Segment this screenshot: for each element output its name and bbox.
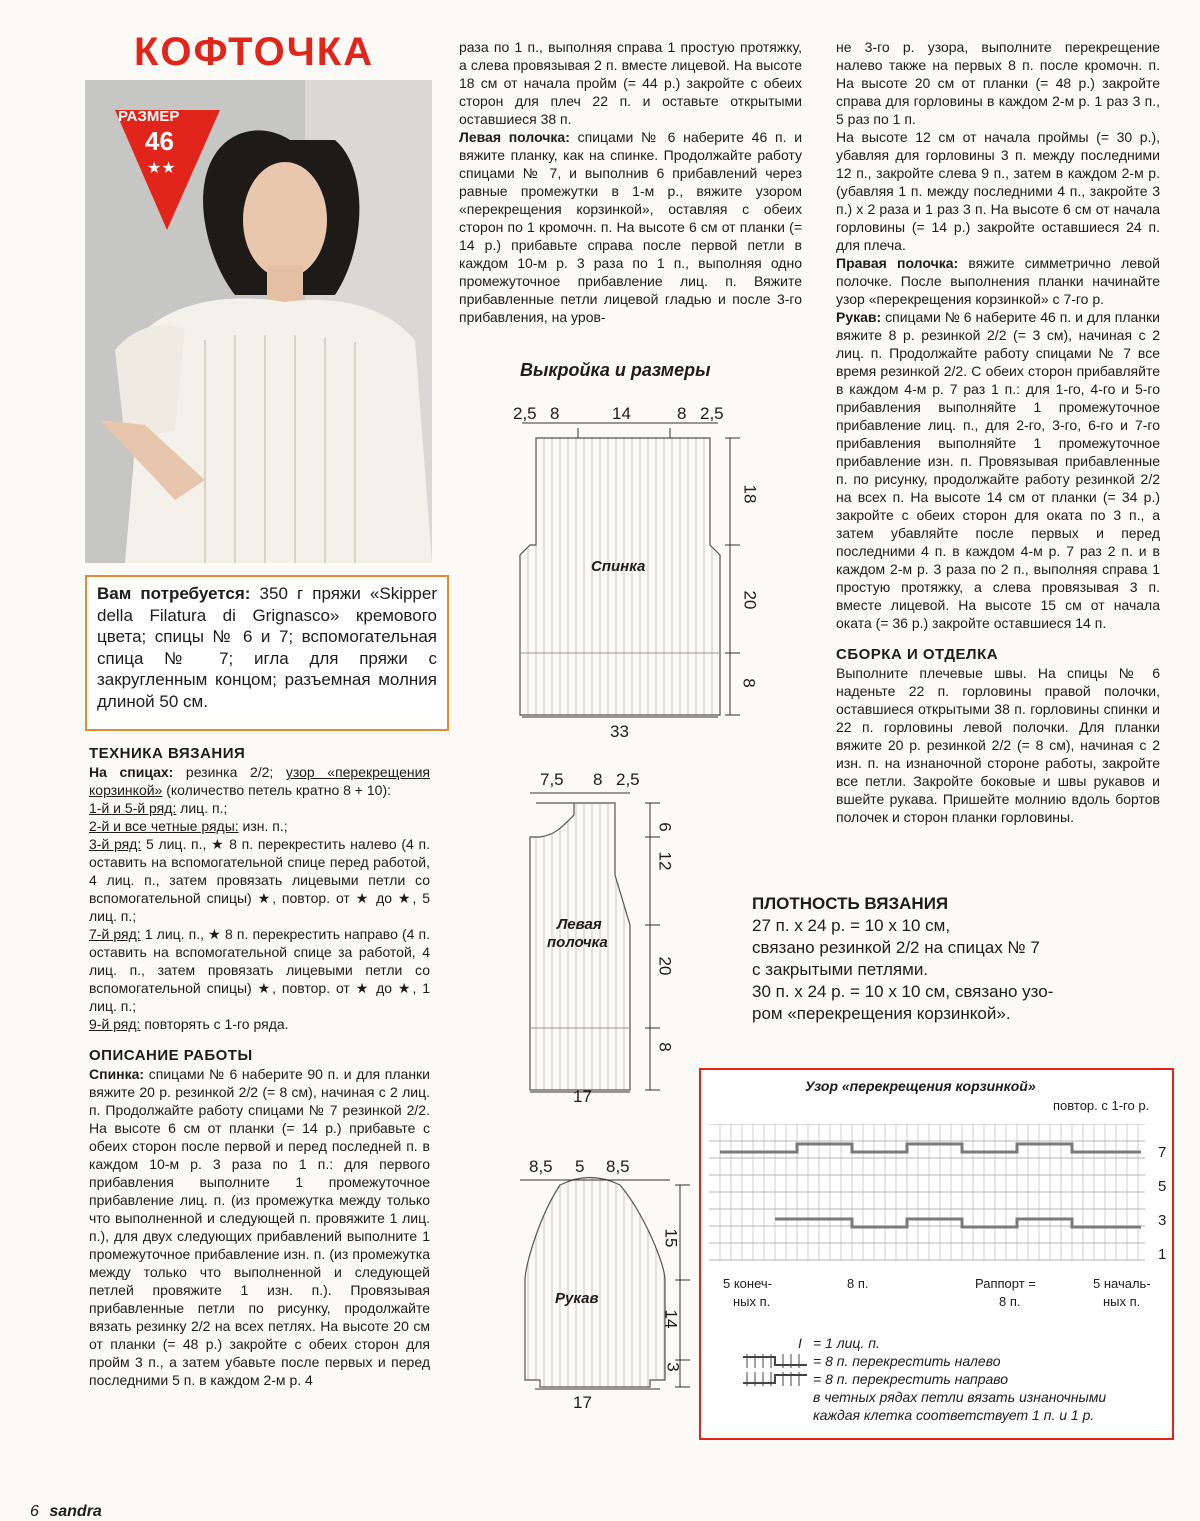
front-dim-top: 7,5 [540, 770, 564, 789]
row-label: 1-й и 5-й ряд: [89, 800, 177, 816]
front-label: Левая [557, 916, 602, 933]
legend-purl-rows: в четных рядах петли вязать изнаночными [813, 1389, 1107, 1405]
right-column-text [836, 38, 1160, 826]
front-dim-side: 6 [655, 822, 675, 832]
row-label: 2-й и все четные ряды: [89, 818, 239, 834]
legend-symbol-knit: I [798, 1335, 802, 1351]
sleeve-dim-top: 5 [575, 1157, 585, 1176]
sleeve-dim-side: 15 [661, 1228, 681, 1248]
front-label: полочка [547, 934, 608, 951]
sleeve-text: спицами № 6 наберите 46 п. и для планки вяжите 8 р. резинкой 2/2 (= 3 см), начиная с 2 лиц. п. Продолжайте работу спицами № 7 все время резинкой 2/2. С обеих сторон прибавляйте в каждом 4-м р. 7 раз 1 п.: для 1-го, 4-го и 5-го прибавления выполняйте 1 промежуточное прибавление лиц. п., для 2-го, 3-го, 6-го и 7-го прибавления выполняйте 1 промежуточное прибавление изн. п. Провязывая прибавленные п. по рисунку, продолжайте работу резинкой 2/2 на всех п. На высоте 14 см от планки (= 34 р.) закройте с обеих сторон для оката по 3 п., а затем убавляйте после первых и перед последними 4 п. в каждом 4-м р. 7 раз 2 п. и в каждом 2-м р. 3 раза по 2 п., выполняя справа 1 простую протяжку, а слева провязывая 3 п. вместе лицевой. На высоте 15 см от начала оката (= 36 р.) закройте оставшиеся 14 п. [836, 309, 1160, 631]
page-number: 6 [30, 1503, 39, 1520]
row-label: 9-й ряд: [89, 1016, 141, 1032]
sleeve-label: Рукав [555, 1290, 599, 1307]
front-dim-side: 8 [655, 1042, 675, 1052]
page-footer [30, 1503, 102, 1521]
size-badge-value: 46 [145, 126, 174, 156]
chart-caption: 5 началь- [1093, 1276, 1151, 1291]
technique-line [89, 1015, 430, 1033]
materials-heading: Вам потребуется: [97, 584, 251, 603]
technique-line [89, 799, 430, 817]
photo-illustration [85, 80, 432, 563]
pattern-repeat-note: повтор. с 1-го р. [1053, 1098, 1150, 1113]
back-dim-side: 8 [739, 678, 759, 688]
chart-caption: ных п. [733, 1294, 771, 1309]
chart-caption: ных п. [1103, 1294, 1141, 1309]
back-dim-top: 8 [677, 404, 687, 423]
assembly-heading: СБОРКА И ОТДЕЛКА [836, 646, 999, 663]
back-dim-top: 14 [612, 404, 631, 423]
magazine-brand: sandra [49, 1503, 102, 1520]
technique-text: резинка 2/2; [173, 764, 286, 780]
back-dim-bottom: 33 [610, 722, 629, 741]
technique-line [89, 763, 430, 799]
gauge-heading: ПЛОТНОСТЬ ВЯЗАНИЯ [752, 894, 949, 913]
pattern-heading: Узор «перекрещения корзинкой» [805, 1078, 1036, 1094]
materials-box [85, 575, 449, 731]
chart-caption: Раппорт = [975, 1276, 1036, 1291]
chart-caption: 8 п. [999, 1294, 1021, 1309]
technique-term: узор «перекрещения корзинкой» [89, 764, 430, 798]
sleeve-piece [520, 1178, 690, 1390]
gauge-line: ром «перекрещения корзинкой». [752, 1004, 1011, 1023]
left-front-paragraph [459, 128, 802, 326]
back-label: Спинка: [89, 1066, 145, 1082]
front-dim-top: 2,5 [616, 770, 640, 789]
left-front-text: спицами № 6 наберите 46 п. и вяжите планку, как на спинке. Продолжайте работу спицами № 7, и выполнив 6 прибавлений через равные промежутки в 1-м р., вяжите узором «перекрещения корзинкой», оставляя с обеих сторон по 1 кромочн. п. На высоте 6 см от планки (= 14 р.) прибавьте справа после первой петли в каждом 10-м р. 3 раза по 1 п., выполняя одно промежуточное прибавление лиц. п. Вяжите прибавленные петли лицевой гладью и после 3-го прибавления, на уров- [459, 129, 803, 325]
sleeve-dim-top: 8,5 [529, 1157, 553, 1176]
front-dim-bottom: 17 [573, 1087, 592, 1106]
left-front-label: Левая полочка: [459, 129, 570, 145]
row-text: повторять с 1-го ряда. [140, 1016, 289, 1032]
technique-term: На спицах: [89, 764, 174, 780]
gauge-line: с закрытыми петлями. [752, 960, 929, 979]
schema-heading: Выкройка и размеры [520, 360, 711, 380]
cross-left-symbol [743, 1354, 807, 1368]
technique-text: (количество петель кратно 8 + 10): [162, 782, 391, 798]
sleeve-dim-side: 3 [663, 1362, 683, 1372]
cross-right-symbol [743, 1372, 807, 1386]
technique-heading: ТЕХНИКА ВЯЗАНИЯ [89, 745, 246, 762]
size-badge-label: РАЗМЕР [118, 108, 180, 125]
legend-cell: каждая клетка соответствует 1 п. и 1 р. [813, 1407, 1095, 1423]
right-front-paragraph [836, 254, 1160, 308]
page-title: КОФТОЧКА [134, 30, 375, 74]
back-dim-top: 2,5 [700, 404, 724, 423]
materials-text: 350 г пряжи «Skipper della Filatura di Grignasco» кремового цвета; спицы № 6 и 7; вспомогательная спица № 7; игла для пряжи с закругленным концом; разъемная молния длиной 50 см. [97, 584, 437, 711]
back-paragraph [89, 1065, 430, 1389]
pattern-grid [709, 1124, 1149, 1264]
row-text: 1 лиц. п., ★ 8 п. перекрестить направо (4 п. оставить на вспомогательной спице за работой, 4 лиц. п., затем провязать лицевыми петли со вспомогательной спицы) ★, повтор. от ★ до ★, 1 лиц. п.; [89, 926, 430, 1014]
row-label: 7-й ряд: [89, 926, 141, 942]
row-text: 5 лиц. п., ★ 8 п. перекрестить налево (4 п. оставить на вспомогательной спице перед работой, 4 лиц. п., затем провязать лицевыми петли со вспомогательной спицы) ★, повтор. от ★ до ★, 5 лиц. п.; [89, 836, 430, 924]
front-dim-top: 8 [593, 770, 603, 789]
sleeve-text-label: Рукав: [836, 309, 882, 325]
technique-line [89, 835, 430, 925]
sleeve-dim-top: 8,5 [606, 1157, 630, 1176]
middle-column-text [459, 38, 802, 326]
work-heading: ОПИСАНИЕ РАБОТЫ [89, 1047, 253, 1064]
left-front-neck: На высоте 12 см от начала проймы (= 30 р.), убавляя для горловины 3 п. между последними 12 п., закройте слева 9 п., затем в каждом 2-м р. (убавляя 1 п. между последними 4 п., закройте 3 п.) х 2 раза и 1 раз 3 п. На высоте 6 см от начала горловины (= 14 р.) закройте оставшиеся 24 п. для плеча. [836, 129, 1160, 253]
right-front-label: Правая полочка: [836, 255, 959, 271]
front-dim-side: 12 [655, 851, 675, 871]
back-continued-text: раза по 1 п., выполняя справа 1 простую протяжку, а слева провязывая 2 п. вместе лицевой. На высоте 18 см от начала пройм (= 44 р.) закройте с обеих сторон для плеч 22 п. и оставьте открытыми оставшиеся 38 п. [459, 39, 802, 127]
back-dim-top: 2,5 [513, 404, 537, 423]
back-dim-side: 20 [740, 590, 760, 610]
back-label: Спинка [591, 558, 646, 575]
sleeve-paragraph [836, 308, 1160, 632]
model-photo [85, 80, 432, 563]
difficulty-stars: ★★ [147, 160, 176, 177]
sleeve-dim-side: 14 [661, 1309, 681, 1329]
row-number: 7 [1158, 1144, 1167, 1161]
gauge-line: 27 п. х 24 р. = 10 х 10 см, [752, 916, 951, 935]
row-text: изн. п.; [238, 818, 288, 834]
row-number: 1 [1158, 1246, 1167, 1263]
sleeve-dim-bottom: 17 [573, 1393, 592, 1412]
back-dim-side: 18 [740, 484, 760, 504]
back-text: спицами № 6 наберите 90 п. и для планки вяжите 20 р. резинкой 2/2 (= 8 см), начиная с 2 лиц. п. Продолжайте работу спицами № 7 резинкой 2/2. На высоте 6 см от планки (= 14 р.) прибавьте с обеих сторон после первой и перед последней п. в каждом 10-м р. 3 раза по 1 п.: для первого прибавления выполните 1 промежуточное прибавление лиц. п. (из промежутка между только что выполненной и следующей п. провяжите 1 лиц. п.), для двух следующих прибавлений выполните 1 промежуточное прибавление изн. п. (из промежутка между только что выполненной и следующей петлей провяжите 1 изн. п.). Провязывая прибавленные петли по рисунку, продолжайте вязать резинку 2/2 на всех петлях. На высоте 20 см от планки (= 48 р.) закройте с обеих сторон для пройм 3 п., а затем убавьте после первых и перед последними 5 п. в каждом 2-м р. 4 [89, 1066, 430, 1388]
chart-caption: 5 конеч- [723, 1276, 772, 1291]
assembly-text: Выполните плечевые швы. На спицы № 6 наденьте 22 п. горловины правой полочки, оставшиеся открытыми 38 п. горловины спинки и 22 п. горловины левой полочки. Для планки вяжите 20 р. резинкой 2/2 (= 8 см), начиная с 2 изн. п. на изнаночной стороне работы, закройте все петли. Закройте боковые и швы рукавов и вшейте рукава. Пришейте молнию вдоль бортов полочек и сторон планки горловины. [836, 665, 1160, 825]
row-number: 5 [1158, 1178, 1167, 1195]
legend-knit: = 1 лиц. п. [813, 1335, 880, 1351]
technique-line [89, 925, 430, 1015]
pattern-chart-box [699, 1068, 1174, 1440]
gauge-line: 30 п. х 24 р. = 10 х 10 см, связано узо- [752, 982, 1054, 1001]
row-label: 3-й ряд: [89, 836, 142, 852]
gauge-block [752, 893, 1152, 1025]
back-dim-top: 8 [550, 404, 560, 423]
right-front-text: вяжите симметрично левой полочке. После выполнения планки начинайте узор «перекрещения корзинкой» с 7-го р. [836, 255, 1160, 307]
technique-line [89, 817, 430, 835]
front-dim-side: 20 [655, 956, 675, 976]
gauge-line: связано резинкой 2/2 на спицах № 7 [752, 938, 1040, 957]
chart-caption: 8 п. [847, 1276, 869, 1291]
row-text: лиц. п.; [176, 800, 228, 816]
row-number: 3 [1158, 1212, 1167, 1229]
legend-cross-right: = 8 п. перекрестить направо [813, 1371, 1009, 1387]
legend-cross-left: = 8 п. перекрестить налево [813, 1353, 1001, 1369]
technique-column [89, 745, 430, 1389]
left-front-continued: не 3-го р. узора, выполните перекрещение налево также на первых 8 п. после кромочн. п. На высоте 20 см от планки (= 48 р.) закройте справа для горловины в каждом 2-м р. 1 раз 3 п., 5 раз по 1 п. [836, 39, 1160, 127]
